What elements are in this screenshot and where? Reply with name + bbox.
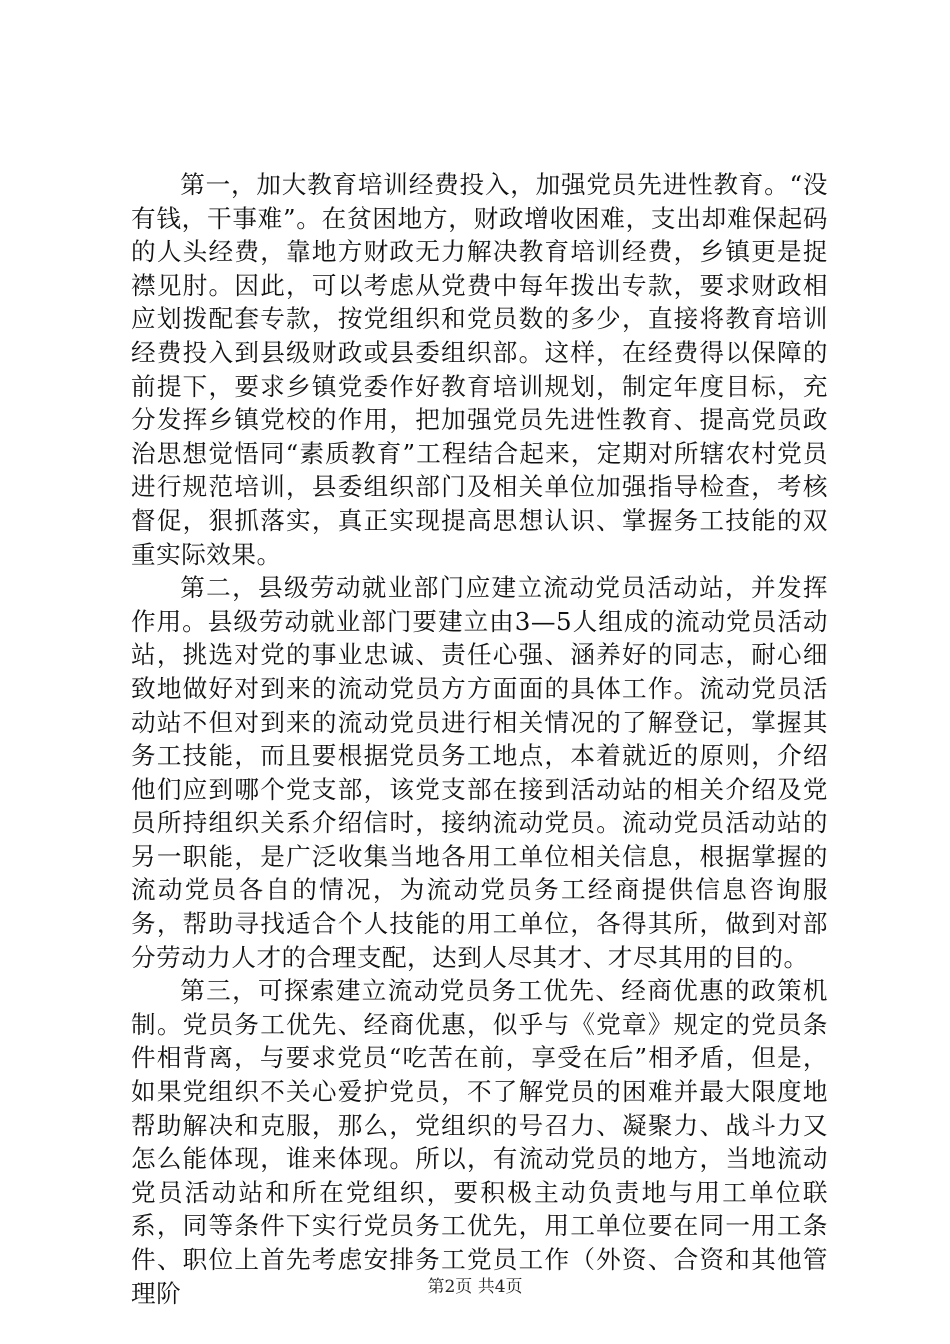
- page-footer: 第2页 共4页: [427, 1277, 523, 1297]
- paragraph-education-funding: 第一，加大教育培训经费投入，加强党员先进性教育。“没有钱，干事难”。在贫困地方，财政增收困难，支出却难保起码的人头经费，靠地方财政无力解决教育培训经费，乡镇更是捉襟见肘。因此，可以考虑从党费中每年拨出专款，要求财政相应划拨配套专款，按党组织和党员数的多少，直接将教育培训经费投入到县级财政或县委组织部。这样，在经费得以保障的前提下，要求乡镇党委作好教育培训规划，制定年度目标，充分发挥乡镇党校的作用，把加强党员先进性教育、提高党员政治思想觉悟同“素质教育”工程结合起来，定期对所辖农村党员进行规范培训，县委组织部门及相关单位加强指导检查，考核督促，狠抓落实，真正实现提高思想认识、掌握务工技能的双重实际效果。: [131, 170, 828, 569]
- paragraph-policy-mechanism: 第三，可探索建立流动党员务工优先、经商优惠的政策机制。党员务工优先、经商优惠，似乎与《党章》规定的党员条件相背离，与要求党员“吃苦在前，享受在后”相矛盾，但是，如果党组织不关心爱护党员，不了解党员的困难并最大限度地帮助解决和克服，那么，党组织的号召力、凝聚力、战斗力又怎么能体现，谁来体现。所以，有流动党员的地方，当地流动党员活动站和所在党组织，要积极主动负责地与用工单位联系，同等条件下实行党员务工优先，用工单位要在同一用工条件、职位上首先考虑安排务工党员工作（外资、合资和其他管理阶: [131, 976, 828, 1308]
- paragraph-activity-station: 第二，县级劳动就业部门应建立流动党员活动站，并发挥作用。县级劳动就业部门要建立由3—5人组成的流动党员活动站，挑选对党的事业忠诚、责任心强、涵养好的同志，耐心细致地做好对到来的流动党员方方面面的具体工作。流动党员活动站不但对到来的流动党员进行相关情况的了解登记，掌握其务工技能，而且要根据党员务工地点，本着就近的原则，介绍他们应到哪个党支部，该党支部在接到活动站的相关介绍及党员所持组织关系介绍信时，接纳流动党员。流动党员活动站的另一职能，是广泛收集当地各用工单位相关信息，根据掌握的流动党员各自的情况，为流动党员务工经商提供信息咨询服务，帮助寻找适合个人技能的用工单位，各得其所，做到对部分劳动力人才的合理支配，达到人尽其才、才尽其用的目的。: [131, 573, 828, 972]
- document-body: [131, 168, 828, 1310]
